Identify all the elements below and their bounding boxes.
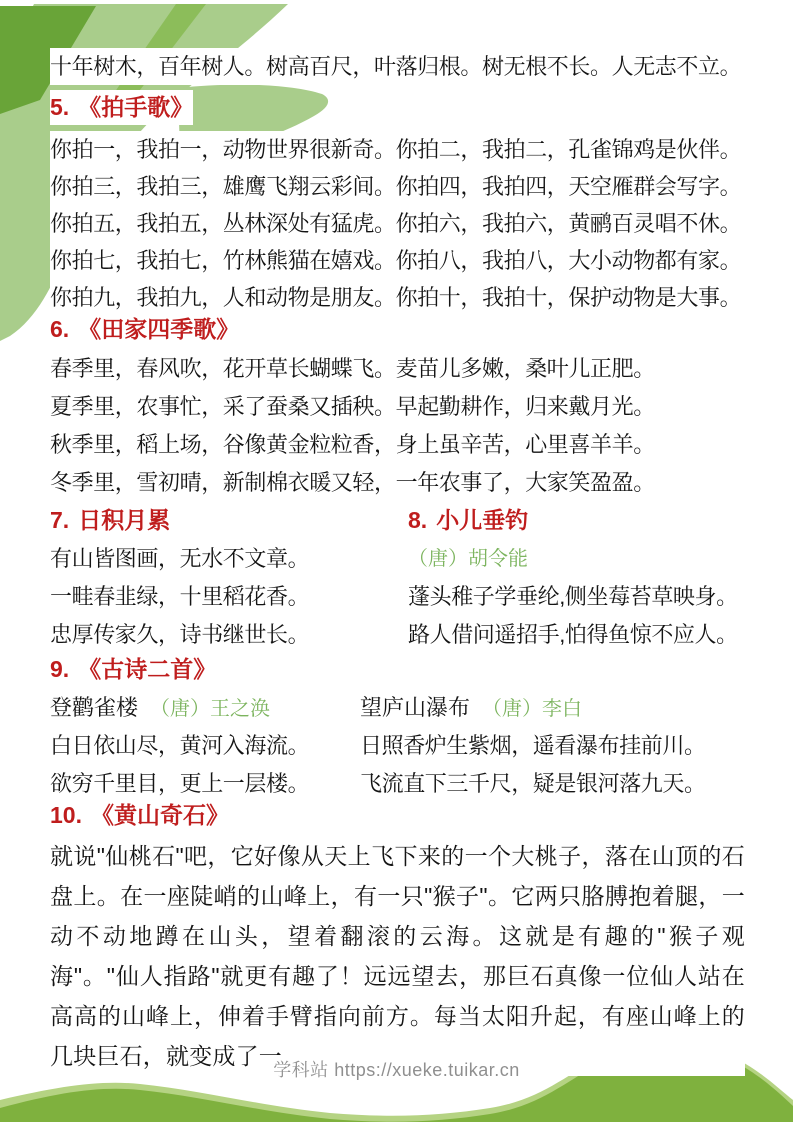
section-7-header	[50, 503, 170, 538]
section-7-8-header-row	[50, 503, 745, 538]
section-title: 《黄山奇石》	[90, 803, 229, 828]
text-line: 冬季里，雪初晴，新制棉衣暖又轻，一年农事了，大家笑盈盈。	[50, 464, 655, 502]
section-8-body	[408, 540, 745, 654]
proverb-line: 十年树木，百年树人。树高百尺，叶落归根。树无根不长。人无志不立。	[50, 48, 741, 85]
text-line: 春季里，春风吹，花开草长蝴蝶飞。麦苗儿多嫩，桑叶儿正肥。	[50, 350, 655, 388]
text-line: 你拍九，我拍九，人和动物是朋友。你拍十，我拍十，保护动物是大事。	[50, 279, 741, 316]
text-line: 你拍五，我拍五，丛林深处有猛虎。你拍六，我拍六，黄鹂百灵唱不休。	[50, 205, 741, 242]
text-line: 有山皆图画，无水不文章。	[50, 540, 408, 578]
text-line: 日照香炉生紫烟，遥看瀑布挂前川。	[360, 727, 745, 765]
section-number: 7.	[50, 507, 70, 533]
text-line: 你拍七，我拍七，竹林熊猫在嬉戏。你拍八，我拍八，大小动物都有家。	[50, 242, 741, 279]
poem-title: 登鹳雀楼	[50, 695, 139, 720]
text-line: 忠厚传家久，诗书继世长。	[50, 616, 408, 654]
text-line: 秋季里，稻上场，谷像黄金粒粒香，身上虽辛苦，心里喜羊羊。	[50, 426, 655, 464]
section-7-body	[50, 540, 408, 654]
text-line: 蓬头稚子学垂纶,侧坐莓苔草映身。	[408, 578, 745, 616]
section-6-header	[50, 312, 239, 347]
text-line: 夏季里，农事忙，采了蚕桑又插秧。早起勤耕作，归来戴月光。	[50, 388, 655, 426]
section-number: 8.	[408, 507, 428, 533]
section-8-header-cell	[408, 503, 745, 538]
section-5-header	[50, 90, 193, 125]
text-line: 你拍三，我拍三，雄鹰飞翔云彩间。你拍四，我拍四，天空雁群会写字。	[50, 168, 741, 205]
section-number: 5.	[50, 94, 70, 120]
section-6-body	[50, 350, 655, 502]
section-7-8-body-row	[50, 540, 745, 654]
section-title: 《古诗二首》	[78, 657, 217, 682]
section-5-body	[50, 131, 741, 316]
section-8-header	[408, 503, 528, 538]
section-title: 小儿垂钓	[436, 508, 529, 533]
poem-title: 望庐山瀑布	[360, 695, 471, 720]
poem-2-title-cell	[360, 690, 745, 729]
text-line: 飞流直下三千尺，疑是银河落九天。	[360, 765, 745, 803]
poem-line-row	[50, 727, 745, 765]
section-title: 日积月累	[78, 508, 171, 533]
text-line: 你拍一，我拍一，动物世界很新奇。你拍二，我拍二，孔雀锦鸡是伙伴。	[50, 131, 741, 168]
poem-author: （唐）胡令能	[408, 548, 528, 570]
section-7-header-cell	[50, 503, 408, 538]
content-area	[50, 0, 745, 1122]
poem-title-row	[50, 690, 745, 729]
section-title: 《拍手歌》	[78, 95, 194, 120]
section-number: 6.	[50, 316, 70, 342]
poem-1-title-cell	[50, 690, 360, 729]
text-line: 白日依山尽，黄河入海流。	[50, 727, 360, 765]
footer-watermark: 学科站 https://xueke.tuikar.cn	[273, 1060, 520, 1080]
section-10-paragraph: 就说"仙桃石"吧，它好像从天上飞下来的一个大桃子，落在山顶的石盘上。在一座陡峭的山峰上，有一只"猴子"。它两只胳膊抱着腿，一动不动地蹲在山头，望着翻滚的云海。这就是有趣的"猴子观海"。"仙人指路"就更有趣了！远远望去，那巨石真像一位仙人站在高高的山峰上，伸着手臂指向前方。每当太阳升起，有座山峰上的几块巨石，就变成了一	[50, 836, 745, 1076]
text-line: 一畦春韭绿，十里稻花香。	[50, 578, 408, 616]
section-9-header	[50, 652, 216, 687]
section-10-header	[50, 798, 229, 833]
text-line: 欲穷千里目，更上一层楼。	[50, 765, 360, 803]
section-number: 10.	[50, 802, 82, 828]
section-title: 《田家四季歌》	[78, 317, 240, 342]
section-number: 9.	[50, 656, 70, 682]
text-line: 路人借问遥招手,怕得鱼惊不应人。	[408, 616, 745, 654]
poem-author: （唐）王之涣	[150, 698, 271, 720]
poem-author: （唐）李白	[482, 698, 583, 720]
